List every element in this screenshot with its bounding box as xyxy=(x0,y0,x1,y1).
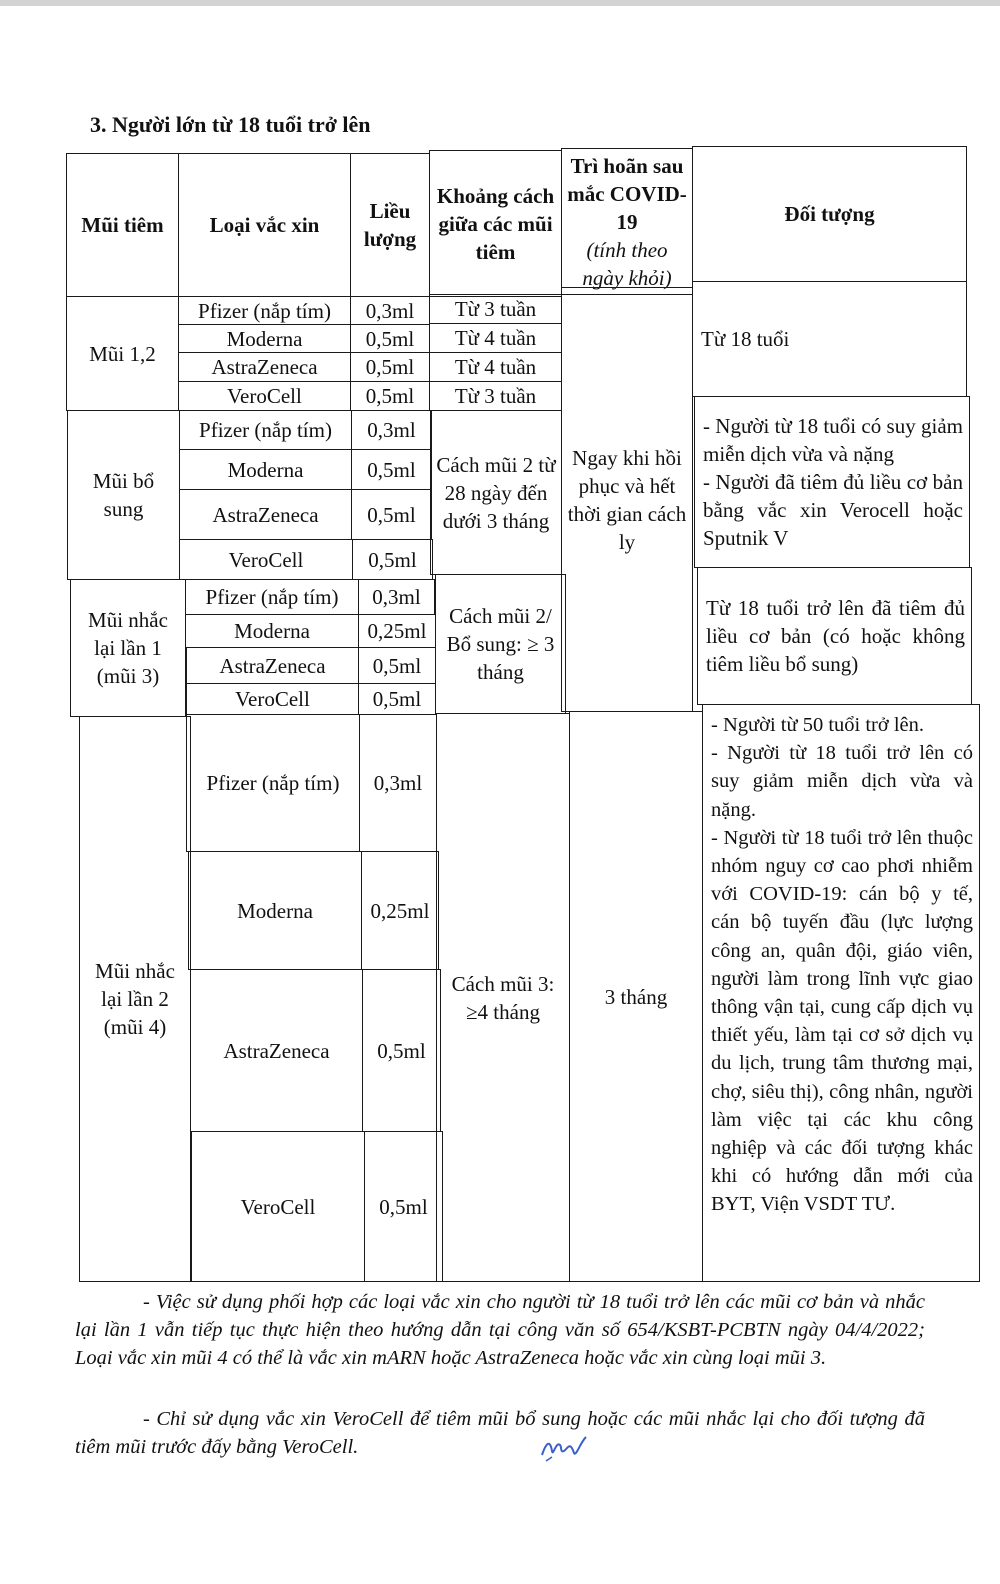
footnote-2: - Chỉ sử dụng vắc xin VeroCell để tiêm mũi bổ sung hoặc các mũi nhắc lại cho đối tượng đã tiêm mũi trước đấy bằng VeroCell. xyxy=(75,1408,925,1458)
header-delay: Trì hoãn sau mắc COVID-19 (tính theo ngày khỏi) xyxy=(561,148,693,295)
vaccine-cell: AstraZeneca xyxy=(186,647,359,684)
vaccine-cell: AstraZeneca xyxy=(190,969,363,1132)
vaccine-cell: Moderna xyxy=(185,614,359,648)
amount-cell: 0,5ml xyxy=(364,1131,443,1282)
vaccine-cell: Pfizer (nắp tím) xyxy=(186,714,360,852)
vaccine-cell: Moderna xyxy=(188,851,362,970)
vaccine-cell: Moderna xyxy=(178,324,351,353)
amount-cell: 0,3ml xyxy=(358,579,435,615)
delay-cell-group-4: 3 tháng xyxy=(569,711,703,1282)
amount-cell: 0,3ml xyxy=(359,714,437,852)
section-title: 3. Người lớn từ 18 tuổi trở lên xyxy=(90,112,371,137)
dose-cell-group-1: Mũi 1,2 xyxy=(66,296,179,411)
interval-cell: Từ 4 tuần xyxy=(429,352,562,382)
amount-cell: 0,3ml xyxy=(350,296,430,325)
header-dose: Mũi tiêm xyxy=(66,153,179,297)
amount-cell: 0,5ml xyxy=(358,647,436,684)
vaccine-cell: Pfizer (nắp tím) xyxy=(179,410,352,450)
vaccine-cell: VeroCell xyxy=(179,539,353,580)
interval-cell-group-3: Cách mũi 2/ Bổ sung: ≥ 3 tháng xyxy=(435,574,566,714)
target-cell-group-4: - Người từ 50 tuổi trở lên. - Người từ 18 tuổi trở lên có suy giảm miễn dịch vừa và nặng. - Người từ 18 tuổi trở lên thuộc nhóm nguy cơ cao phơi nhiễm với COVID-19: cán bộ y tế, cán bộ tuyến đầu (lực lượng công an, quân đội, giáo viên, người làm trong lĩnh vực giao thông vận tại, cung cấp dịch vụ thiết yếu, làm tại cơ sở dịch vụ du lịch, trung tâm thương mại, chợ, siêu thị), công nhân, người làm việc tại các khu công nghiệp và các đối tượng khác khi có hướng dẫn mới của BYT, Viện VSDT TƯ. xyxy=(702,704,980,1282)
amount-cell: 0,5ml xyxy=(350,352,430,382)
amount-cell: 0,3ml xyxy=(351,410,432,450)
amount-cell: 0,5ml xyxy=(350,324,430,353)
delay-cell-shared: Ngay khi hồi phục và hết thời gian cách ly xyxy=(561,287,693,712)
interval-cell: Từ 3 tuần xyxy=(429,294,562,324)
target-cell-group-1: Từ 18 tuổi xyxy=(692,281,967,397)
target-cell-group-3: Từ 18 tuổi trở lên đã tiêm đủ liều cơ bản (có hoặc không tiêm liều bổ sung) xyxy=(697,567,972,705)
amount-cell: 0,5ml xyxy=(352,539,433,580)
amount-cell: 0,5ml xyxy=(362,969,441,1132)
amount-cell: 0,5ml xyxy=(350,381,430,411)
header-target: Đối tượng xyxy=(692,146,967,282)
footnote-1: - Việc sử dụng phối hợp các loại vắc xin cho người từ 18 tuổi trở lên các mũi cơ bản và nhắc lại lần 1 vẫn tiếp tục thực hiện theo hướng dẫn tại công văn số 654/KSBT-PCBTN ngày 04/4/2022; Loại vắc xin mũi 4 có thể là vắc xin mARN hoặc AstraZeneca hoặc vắc xin cùng loại mũi 3. xyxy=(75,1291,925,1369)
dose-cell-group-3: Mũi nhắc lại lần 1 (mũi 3) xyxy=(70,579,186,717)
vaccine-cell: Pfizer (nắp tím) xyxy=(185,579,359,615)
interval-cell: Từ 3 tuần xyxy=(429,381,562,411)
amount-cell: 0,5ml xyxy=(358,683,436,715)
interval-cell: Từ 4 tuần xyxy=(429,323,562,353)
vaccine-cell: AstraZeneca xyxy=(178,352,351,382)
vaccine-cell: VeroCell xyxy=(186,683,359,715)
header-vaccine: Loại vắc xin xyxy=(178,153,351,297)
vaccine-cell: AstraZeneca xyxy=(179,489,352,540)
amount-cell: 0,5ml xyxy=(351,489,432,540)
vaccine-cell: Pfizer (nắp tím) xyxy=(178,296,351,325)
interval-cell-group-4: Cách mũi 3: ≥4 tháng xyxy=(436,713,570,1282)
vaccine-cell: VeroCell xyxy=(191,1131,365,1282)
interval-cell-group-2: Cách mũi 2 từ 28 ngày đến dưới 3 tháng xyxy=(430,410,562,575)
dose-cell-group-2: Mũi bổ sung xyxy=(67,410,180,580)
handwritten-initials-icon xyxy=(538,1433,588,1467)
vaccine-cell: Moderna xyxy=(179,449,352,490)
vaccine-cell: VeroCell xyxy=(178,381,351,411)
target-cell-group-2: - Người từ 18 tuổi có suy giảm miễn dịch vừa và nặng - Người đã tiêm đủ liều cơ bản bằng vắc xin Verocell hoặc Sputnik V xyxy=(694,396,970,568)
header-amount: Liều lượng xyxy=(350,153,430,297)
amount-cell: 0,25ml xyxy=(358,614,436,648)
header-interval: Khoảng cách giữa các mũi tiêm xyxy=(429,150,562,297)
amount-cell: 0,25ml xyxy=(361,851,439,970)
amount-cell: 0,5ml xyxy=(351,449,432,490)
dose-cell-group-4: Mũi nhắc lại lần 2 (mũi 4) xyxy=(79,716,191,1282)
page-top-edge xyxy=(0,0,1000,6)
